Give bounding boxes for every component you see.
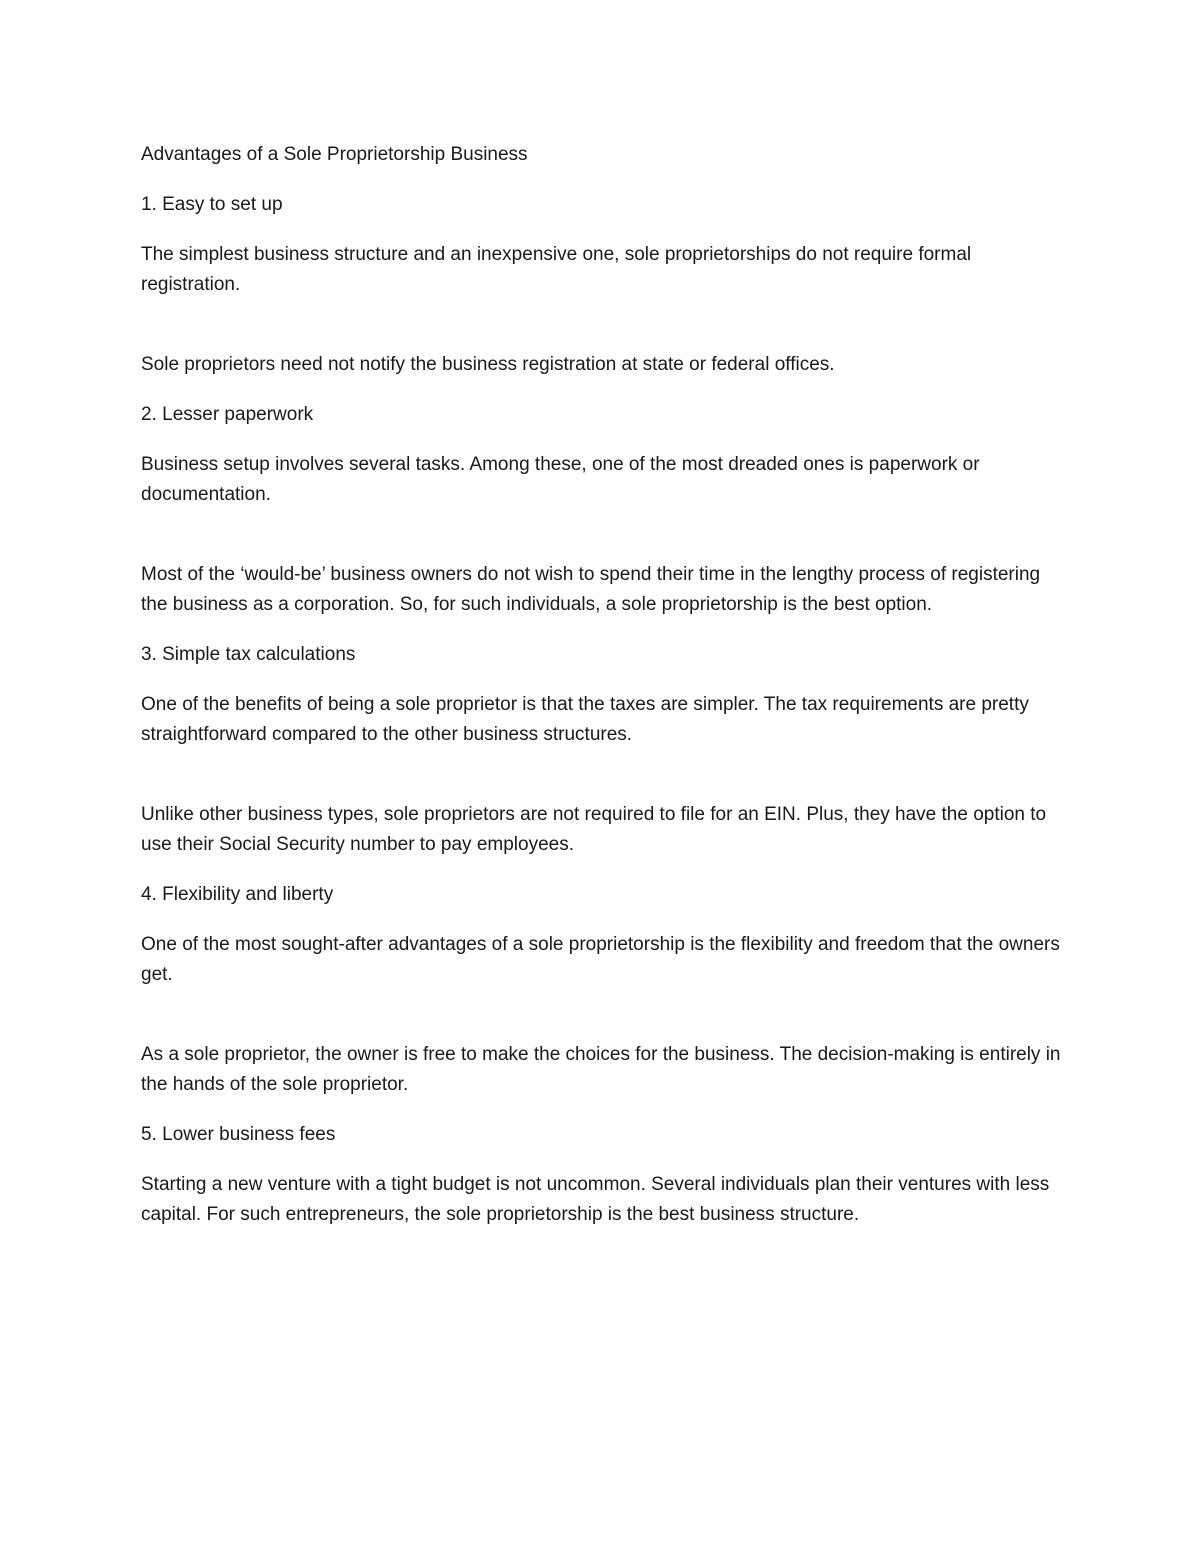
section-paragraph: Business setup involves several tasks. Among these, one of the most dreaded ones is paperwork or documentation. xyxy=(141,454,980,505)
section-paragraph: One of the most sought-after advantages of a sole proprietorship is the flexibility and freedom that the owners get. xyxy=(141,934,1060,985)
section-heading: 4. Flexibility and liberty xyxy=(141,884,334,905)
section-lesser-paperwork xyxy=(141,400,1071,620)
section-flexibility-and-liberty xyxy=(141,880,1071,1100)
document-body xyxy=(141,140,1071,1250)
section-paragraph: As a sole proprietor, the owner is free to make the choices for the business. The decision-making is entirely in the hands of the sole proprietor. xyxy=(141,1044,1061,1095)
section-heading: 2. Lesser paperwork xyxy=(141,404,314,425)
section-heading: 5. Lower business fees xyxy=(141,1124,336,1145)
section-heading: 1. Easy to set up xyxy=(141,194,283,215)
section-paragraph: Unlike other business types, sole proprietors are not required to file for an EIN. Plus, they have the option to use their Social Security number to pay employees. xyxy=(141,804,1047,855)
section-paragraph: Most of the ‘would-be’ business owners do not wish to spend their time in the lengthy process of registering the business as a corporation. So, for such individuals, a sole proprietorship is the best option. xyxy=(141,564,1041,615)
section-lower-business-fees xyxy=(141,1120,1071,1230)
section-easy-to-set-up xyxy=(141,190,1071,380)
section-simple-tax-calculations xyxy=(141,640,1071,860)
section-paragraph: Starting a new venture with a tight budget is not uncommon. Several individuals plan their ventures with less capital. For such entrepreneurs, the sole proprietorship is the best business structure. xyxy=(141,1174,1050,1225)
section-paragraph: The simplest business structure and an inexpensive one, sole proprietorships do not require formal registration. xyxy=(141,244,972,295)
section-paragraph: One of the benefits of being a sole proprietor is that the taxes are simpler. The tax requirements are pretty straightforward compared to the other business structures. xyxy=(141,694,1029,745)
section-paragraph: Sole proprietors need not notify the business registration at state or federal offices. xyxy=(141,354,835,375)
document-title: Advantages of a Sole Proprietorship Business xyxy=(141,144,528,165)
section-heading: 3. Simple tax calculations xyxy=(141,644,356,665)
